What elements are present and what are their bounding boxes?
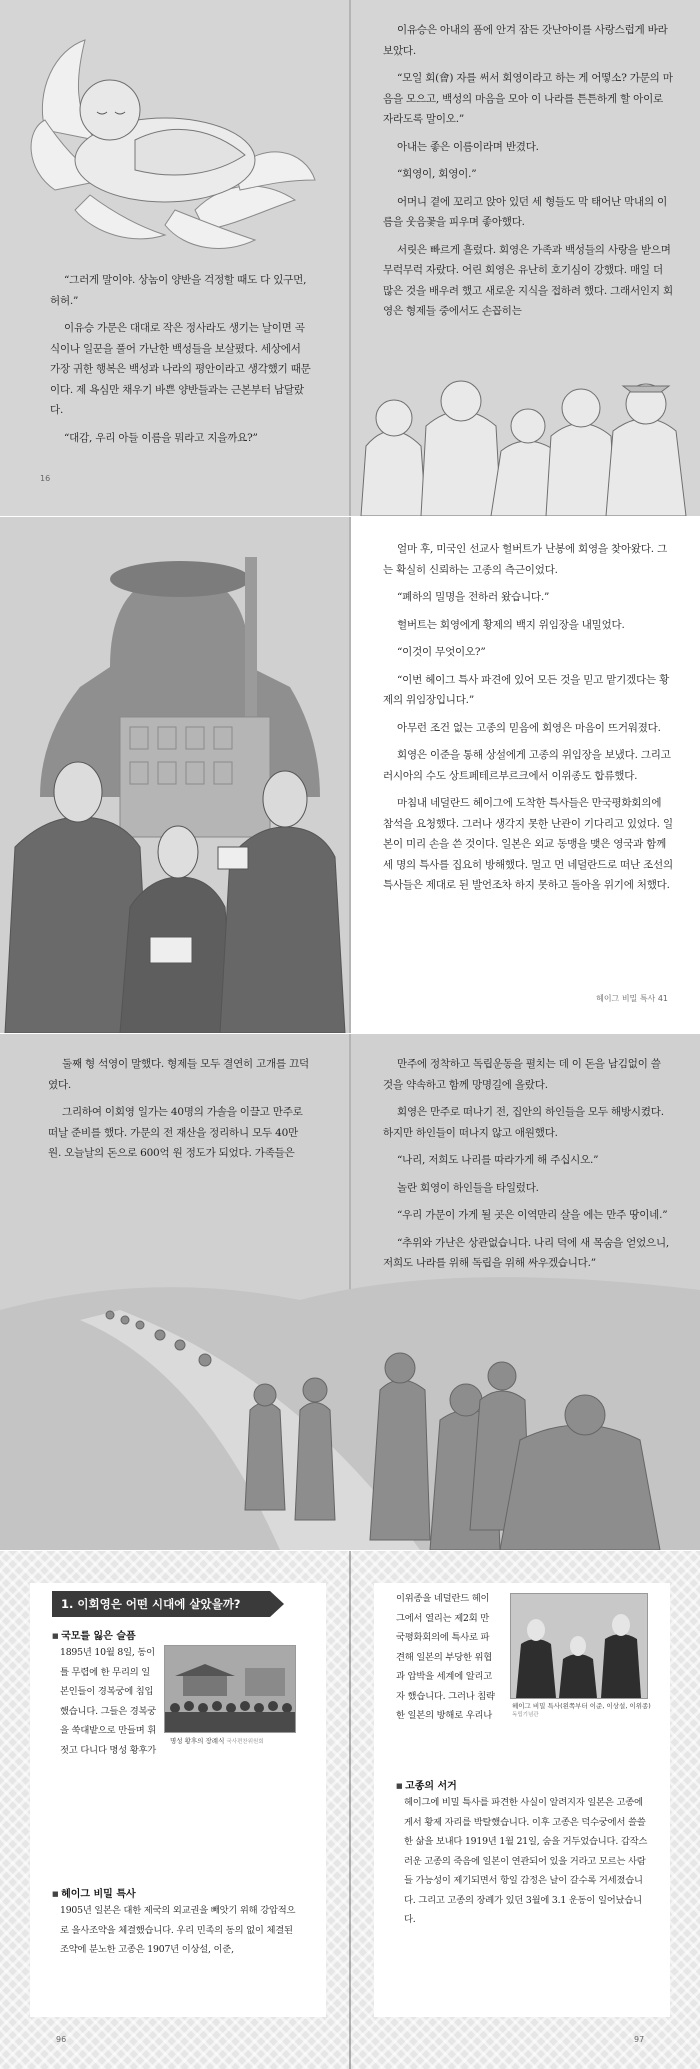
paragraph: “우리 가문이 가게 될 곳은 이역만리 살을 에는 만주 땅이네.”	[397, 1209, 668, 1221]
caption-credit: 독립기념관	[512, 1712, 539, 1718]
paragraph: “이번 헤이그 특사 파견에 있어 모든 것을 믿고 맡기겠다는 황제의 위임장입니다.”	[383, 673, 670, 706]
envoys-portrait-image	[511, 1594, 647, 1698]
paragraph: 어머니 곁에 꼬리고 앉아 있던 세 형들도 막 태어난 막내의 이름을 웃음꽃을 피우며 좋아했다.	[383, 195, 668, 228]
spread-4	[0, 1551, 700, 2069]
section-body: 헤이그에 비밀 특사를 파견한 사실이 알려지자 일본은 고종에게서 황제 자리를 박탈했습니다. 이후 고종은 덕수궁에서 쓸쓸한 삶을 보내다 1919년 1월 21일, 숨을 거두었습니다. 갑작스러운 고종의 죽음에 일본이 연관되어 있을 거라고 모르는 사람들 가능성이 제기되면서 항일 감정은 날이 갈수록 거세졌습니다. 그리고 고종의 장례가 있던 3월에 3.1 운동이 일어났습니다.	[404, 1797, 648, 1925]
section-title: 1. 이회영은 어떤 시대에 살았을까?	[52, 1591, 270, 1617]
section-body: 1895년 10월 8일, 동이 틀 무렵에 한 무리의 일본인들이 경복궁에 침입했습니다. 그들은 경복궁을 쑥대밭으로 만들며 휘젓고 다니다 명성 황후가	[60, 1647, 157, 1756]
gutter	[349, 1551, 351, 2069]
caption-title: 헤이그 비밀 특사(왼쪽부터 이준, 이상설, 이위종)	[512, 1702, 651, 1710]
running-footer: 헤이그 비밀 특사 41	[596, 994, 668, 1003]
paragraph: “모일 회(會) 자를 써서 회영이라고 하는 게 어떻소? 가문의 마음을 모으고, 백성의 마음을 모아 이 나라를 튼튼하게 할 아이로 자라도록 말이오.”	[383, 72, 673, 125]
paragraph: 회영은 만주로 떠나기 전, 집안의 하인들을 모두 해방시켰다. 하지만 하인들이 떠나지 않고 애원했다.	[383, 1106, 664, 1139]
exile-march-illustration	[0, 1250, 700, 1550]
intro-paragraph: 이위종을 네덜란드 헤이그에서 열리는 제2회 만국평화회의에 특사로 파견해 일본의 부당한 위협과 압박을 세계에 알리고자 했습니다. 그러나 침략한 일본의 방해로 우리나	[396, 1593, 495, 1721]
paragraph: 둘째 형 석영이 말했다. 형제들 모두 결연히 고개를 끄덕였다.	[48, 1058, 309, 1091]
right-info-card	[374, 1583, 670, 2017]
section-heading: ■ 헤이그 비밀 특사	[52, 1885, 136, 1900]
left-info-card	[30, 1583, 326, 2017]
left-page-text	[48, 1054, 313, 1171]
paragraph: “폐하의 밀명을 전하러 왔습니다.”	[397, 591, 550, 603]
caption-title: 명성 황후의 장례식	[170, 1737, 225, 1745]
page-40	[0, 517, 349, 1033]
paragraph: “나리, 저희도 나리를 따라가게 해 주십시오.”	[397, 1154, 599, 1166]
intro-text-continued	[396, 1725, 648, 1765]
paragraph: 이유승 가문은 대대로 작은 정사라도 생기는 날이면 곡식이나 일꾼을 풀어 가난한 백성들을 보살폈다. 세상에서 가장 귀한 행복은 백성과 나라의 평안이라고 생각했기 때문이다. 제 욕심만 채우기 바쁜 양반들과는 근본부터 남달랐다.	[50, 322, 311, 416]
spread-3	[0, 1034, 700, 1550]
paragraph: 아무런 조건 없는 고종의 믿음에 회영은 마음이 뜨거워졌다.	[397, 721, 661, 734]
right-page-text	[383, 1054, 673, 1281]
paragraph: 이유승은 아내의 품에 안겨 잠든 갓난아이를 사랑스럽게 바라보았다.	[383, 24, 668, 57]
section-body: 1905년 일본은 대한 제국의 외교권을 빼앗기 위해 강압적으로 을사조약을 체결했습니다. 우리 민족의 동의 없이 체결된 조약에 분노한 고종은 1907년 이상설, 이준,	[60, 1905, 296, 1955]
hague-envoys-illustration	[0, 517, 349, 1033]
page-number: 96	[56, 2035, 67, 2044]
paragraph: 얼마 후, 미국인 선교사 헐버트가 난봉에 회영을 찾아왔다. 그는 확실히 신뢰하는 고종의 측근이었다.	[383, 543, 668, 576]
right-page-text	[383, 539, 673, 903]
page-number: 16	[40, 474, 51, 483]
paragraph: “추위와 가난은 상관없습니다. 나리 덕에 새 목숨을 얻었으니, 저희도 나라를 위해 독립을 위해 싸우겠습니다.”	[383, 1236, 670, 1269]
left-page-text	[50, 270, 312, 455]
title-tab-arrow	[270, 1591, 284, 1617]
spread-1	[0, 0, 700, 516]
section-heading: ■ 고종의 서거	[396, 1777, 457, 1792]
baby-lotus-illustration	[15, 10, 335, 265]
paragraph: “그러게 말이야. 상놈이 양반을 걱정할 때도 다 있구먼, 허허.”	[50, 274, 307, 307]
photo-caption	[512, 1701, 652, 1718]
caption-credit: 국사편찬위원회	[226, 1739, 264, 1745]
paragraph: 그리하여 이회영 일가는 40명의 가솔을 이끌고 만주로 떠날 준비를 했다. 가문의 전 재산을 정리하니 모두 40만 원. 오늘날의 돈으로 600억 원 정도가 되었다. 가족들은	[48, 1106, 303, 1159]
page-number: 97	[634, 2035, 645, 2044]
paragraph: 만주에 정착하고 독립운동을 펼치는 데 이 돈을 남김없이 쓸 것을 약속하고 함께 망명길에 올랐다.	[383, 1058, 661, 1091]
paragraph: “이것이 무엇이오?”	[397, 646, 486, 658]
paragraph: 아내는 좋은 이름이라며 반겼다.	[397, 140, 539, 153]
paragraph: 헐버트는 회영에게 황제의 백지 위임장을 내밀었다.	[397, 618, 625, 631]
page-41	[351, 517, 700, 1033]
spread-2	[0, 517, 700, 1033]
paragraph: 마침내 네덜란드 헤이그에 도착한 특사들은 만국평화회의에 참석을 요청했다. 그러나 생각지 못한 난관이 기다리고 있었다. 일본이 미리 손을 쓴 것이다. 일본은 외교 동맹을 맺은 영국과 함께 세 명의 특사를 집요히 방해했다. 멀고 먼 네덜란드로 떠난 조선의 특사들은 제대로 된 발언조차 하지 못하고 돌아올 위기에 처했다.	[383, 797, 673, 891]
paragraph: 회영은 이준을 통해 상설에게 고종의 위임장을 보냈다. 그리고 러시아의 수도 상트페테르부르크에서 이위종도 합류했다.	[383, 749, 671, 782]
right-page-text	[383, 20, 673, 329]
page-16	[0, 0, 349, 516]
section-heading: ■ 국모를 잃은 슬픔	[52, 1627, 136, 1642]
paragraph: 서릿은 빠르게 흘렀다. 회영은 가족과 백성들의 사랑을 받으며 무럭무럭 자랐다. 어린 회영은 유난히 호기심이 강했다. 매일 더 많은 것을 배우려 했고 새로운 지식을 접하려 했다. 그래서인지 회영은 형제들 중에서도 손꼽히는	[383, 243, 673, 317]
section-body-full	[60, 1760, 302, 1877]
page-17	[351, 0, 700, 516]
paragraph: 놀란 회영이 하인들을 타일렀다.	[397, 1181, 539, 1194]
envoys-photo	[510, 1593, 648, 1699]
intro-text	[396, 1589, 496, 1725]
family-group-illustration	[351, 356, 700, 516]
paragraph: “회영이, 회영이.”	[397, 168, 477, 180]
paragraph: “대감, 우리 아들 이름을 뭐라고 지을까요?”	[64, 431, 258, 444]
